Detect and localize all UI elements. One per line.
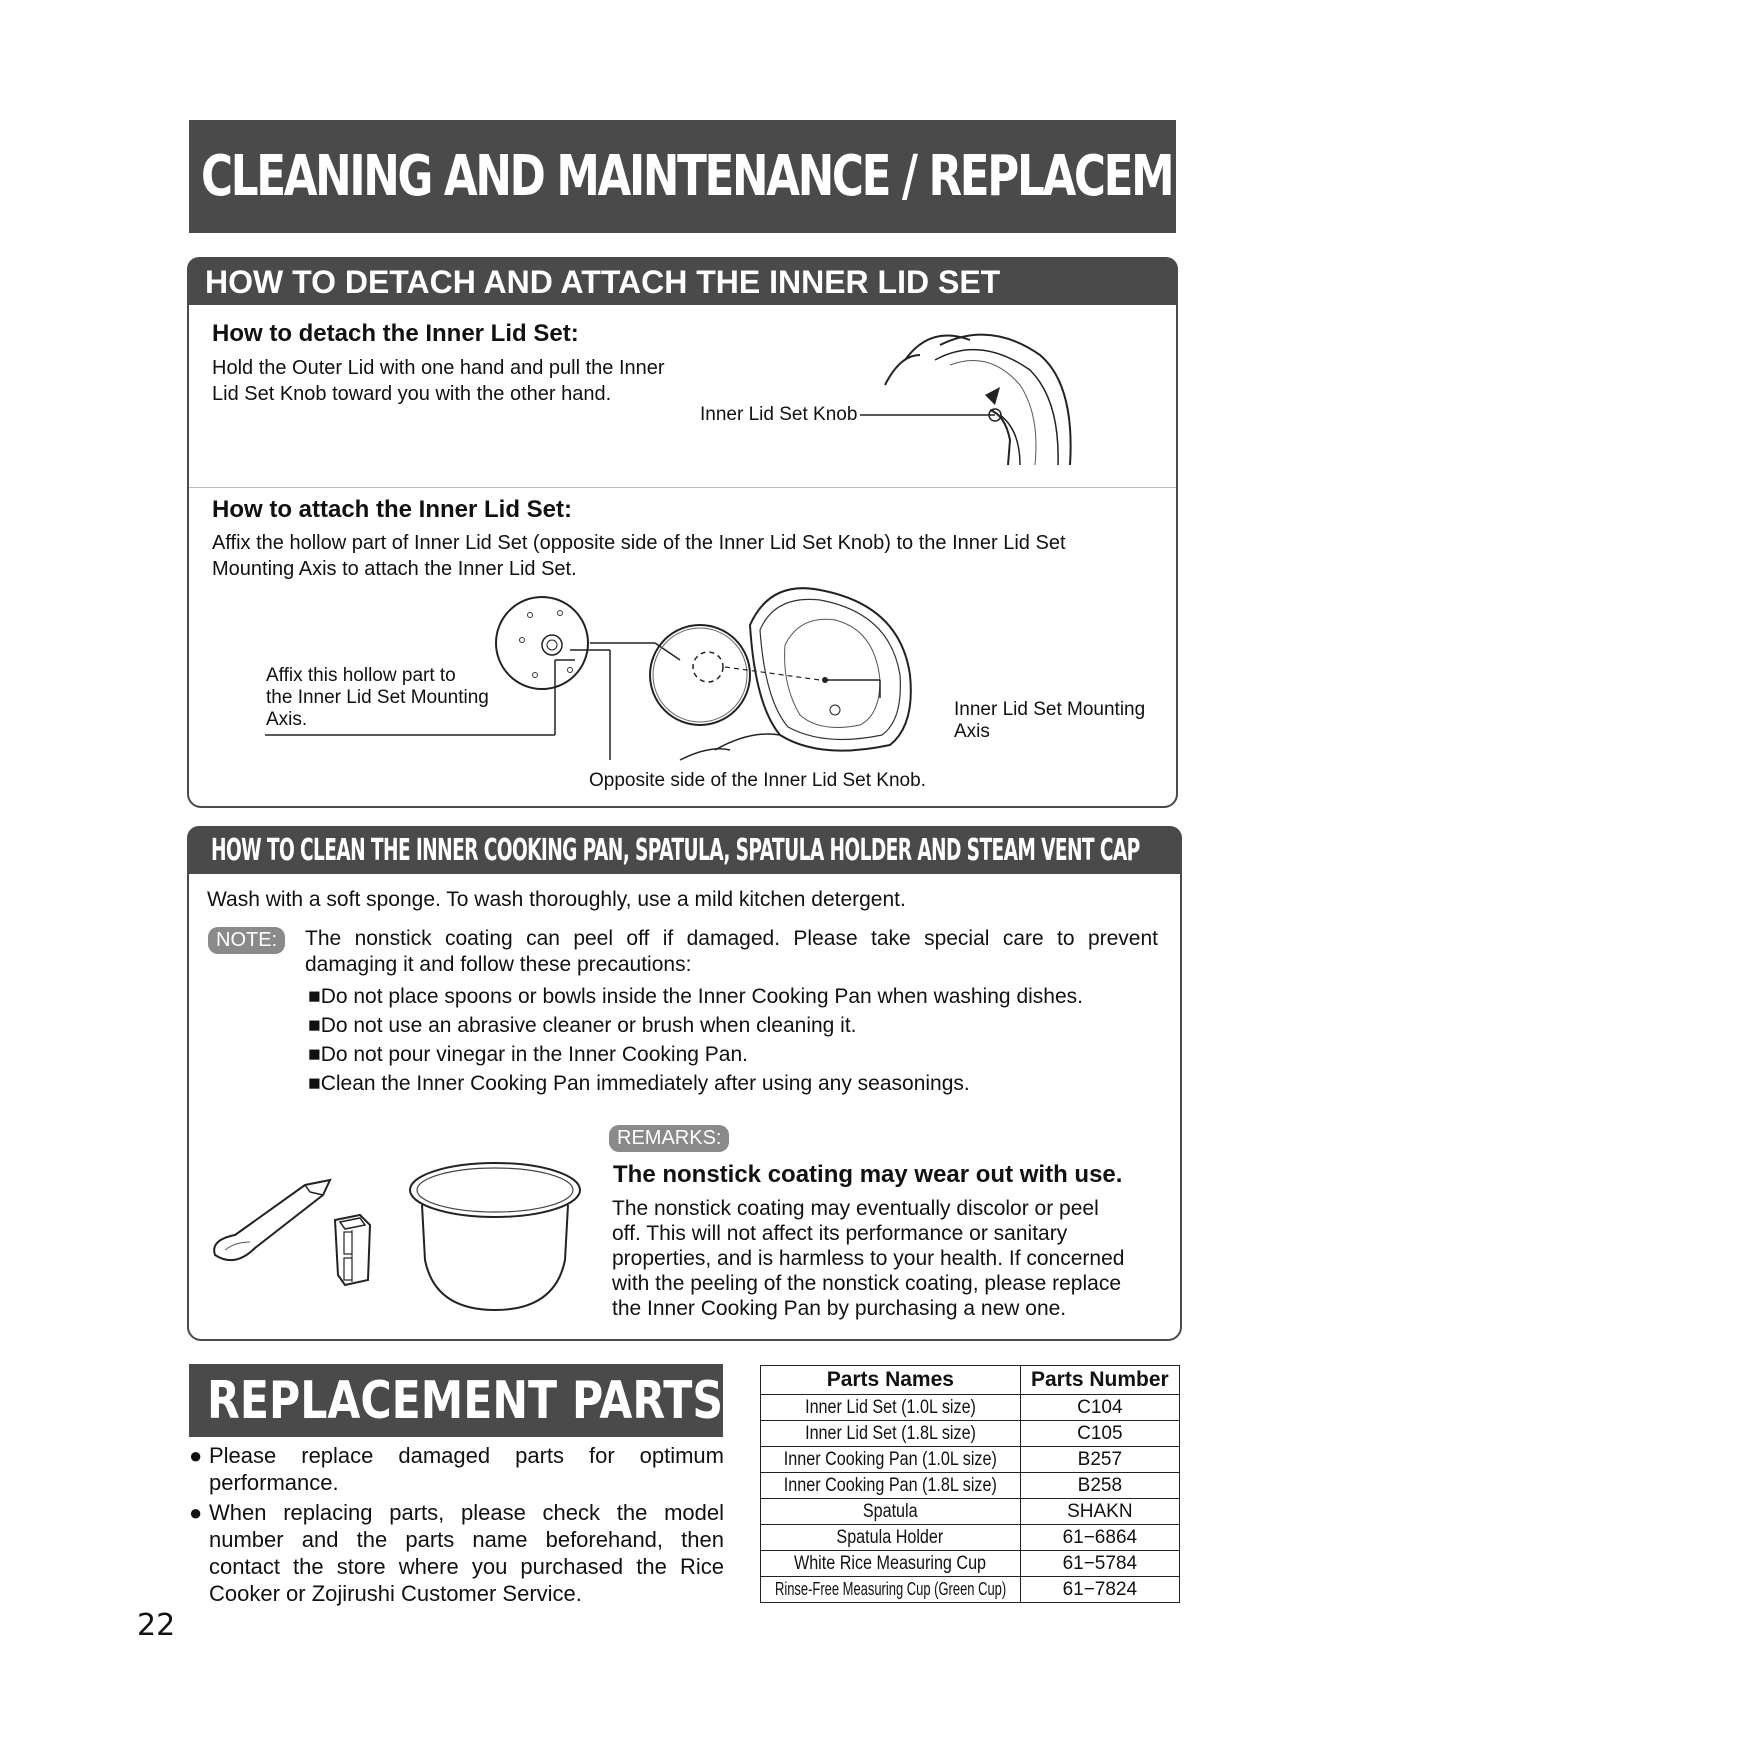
remarks-line: The nonstick coating may eventually discolor or peel bbox=[612, 1197, 1099, 1220]
list-item: ■Do not place spoons or bowls inside the Inner Cooking Pan when washing dishes. bbox=[308, 985, 1083, 1008]
remarks-line: with the peeling of the nonstick coating, please replace bbox=[612, 1272, 1121, 1295]
table-row: White Rice Measuring Cup 61−5784 bbox=[761, 1551, 1180, 1577]
note-badge: NOTE: bbox=[208, 927, 285, 954]
list-item: ■Do not use an abrasive cleaner or brush when cleaning it. bbox=[308, 1014, 857, 1037]
col-parts-names: Parts Names bbox=[761, 1366, 1021, 1395]
list-item: ● Please replace damaged parts for optimum performance. bbox=[189, 1443, 724, 1495]
note-text-2: damaging it and follow these precautions: bbox=[305, 953, 692, 976]
list-item: ■Clean the Inner Cooking Pan immediately after using any seasonings. bbox=[308, 1072, 970, 1095]
table-row: Inner Cooking Pan (1.8L size) B258 bbox=[761, 1473, 1180, 1499]
attach-title: How to attach the Inner Lid Set: bbox=[212, 496, 573, 523]
knob-label: Inner Lid Set Knob bbox=[700, 404, 858, 425]
remarks-badge: REMARKS: bbox=[609, 1125, 729, 1152]
detach-text-1: Hold the Outer Lid with one hand and pull the Inner bbox=[212, 357, 665, 379]
remarks-line: the Inner Cooking Pan by purchasing a new one. bbox=[612, 1297, 1067, 1320]
table-row: Inner Lid Set (1.0L size) C104 bbox=[761, 1395, 1180, 1421]
clean-section-header-text: HOW TO CLEAN THE INNER COOKING PAN, SPATULA, SPATULA HOLDER AND STEAM VENT CAP bbox=[211, 833, 1140, 868]
attach-text-1: Affix the hollow part of Inner Lid Set (opposite side of the Inner Lid Set Knob) to the Inner Lid Set bbox=[212, 532, 1066, 554]
col-parts-number: Parts Number bbox=[1020, 1366, 1179, 1395]
remarks-line: properties, and is harmless to your health. If concerned bbox=[612, 1247, 1125, 1270]
replacement-title bbox=[189, 1364, 723, 1437]
note-text-1: The nonstick coating can peel off if damaged. Please take special care to prevent bbox=[305, 927, 1158, 950]
table-row: Inner Cooking Pan (1.0L size) B257 bbox=[761, 1447, 1180, 1473]
remarks-title: The nonstick coating may wear out with use. bbox=[613, 1161, 1123, 1188]
remarks-line: off. This will not affect its performance or sanitary bbox=[612, 1222, 1068, 1245]
inner-pan-illustration bbox=[405, 1160, 585, 1315]
clean-section-header bbox=[187, 826, 1182, 874]
page-number: 22 bbox=[137, 1608, 176, 1643]
list-item: ● When replacing parts, please check the model number and the parts name beforehand, then contact the store where you purchased the Rice Cooker or Zojirushi Customer Service. bbox=[189, 1500, 724, 1606]
table-row: Spatula SHAKN bbox=[761, 1499, 1180, 1525]
lid-section-header-text: HOW TO DETACH AND ATTACH THE INNER LID SET bbox=[205, 264, 1001, 300]
main-title-text: CLEANING AND MAINTENANCE / REPLACEMENT PARTS bbox=[201, 144, 1418, 209]
table-row: Rinse-Free Measuring Cup (Green Cup) 61−7824 bbox=[761, 1577, 1180, 1603]
lid-divider bbox=[189, 487, 1176, 488]
remarks-body bbox=[612, 1196, 1124, 1321]
hollow-label-3: Axis. bbox=[266, 709, 308, 730]
axis-label-1: Inner Lid Set Mounting bbox=[954, 699, 1146, 720]
parts-table bbox=[760, 1365, 1180, 1603]
lid-section-header bbox=[187, 257, 1178, 305]
spatula-holder-illustration bbox=[330, 1210, 380, 1290]
detach-illustration bbox=[860, 315, 1100, 475]
table-row: Inner Lid Set (1.8L size) C105 bbox=[761, 1421, 1180, 1447]
replacement-title-text: REPLACEMENT PARTS bbox=[207, 1371, 724, 1431]
list-item: ■Do not pour vinegar in the Inner Cooking Pan. bbox=[308, 1043, 748, 1066]
hollow-label-1: Affix this hollow part to bbox=[266, 665, 456, 686]
table-row: Spatula Holder 61−6864 bbox=[761, 1525, 1180, 1551]
axis-label-2: Axis bbox=[954, 721, 990, 742]
opposite-label: Opposite side of the Inner Lid Set Knob. bbox=[589, 770, 926, 791]
table-header-row bbox=[761, 1366, 1180, 1395]
main-title bbox=[189, 120, 1418, 233]
replacement-bullets bbox=[189, 1442, 724, 1607]
attach-illustration bbox=[260, 585, 1050, 785]
attach-text-2: Mounting Axis to attach the Inner Lid Set. bbox=[212, 558, 577, 580]
hollow-label-2: the Inner Lid Set Mounting bbox=[266, 687, 489, 708]
detach-title: How to detach the Inner Lid Set: bbox=[212, 320, 579, 347]
spatula-illustration bbox=[205, 1170, 335, 1270]
precautions-list bbox=[308, 982, 1083, 1098]
wash-text: Wash with a soft sponge. To wash thoroughly, use a mild kitchen detergent. bbox=[207, 888, 906, 911]
detach-text-2: Lid Set Knob toward you with the other hand. bbox=[212, 383, 612, 405]
